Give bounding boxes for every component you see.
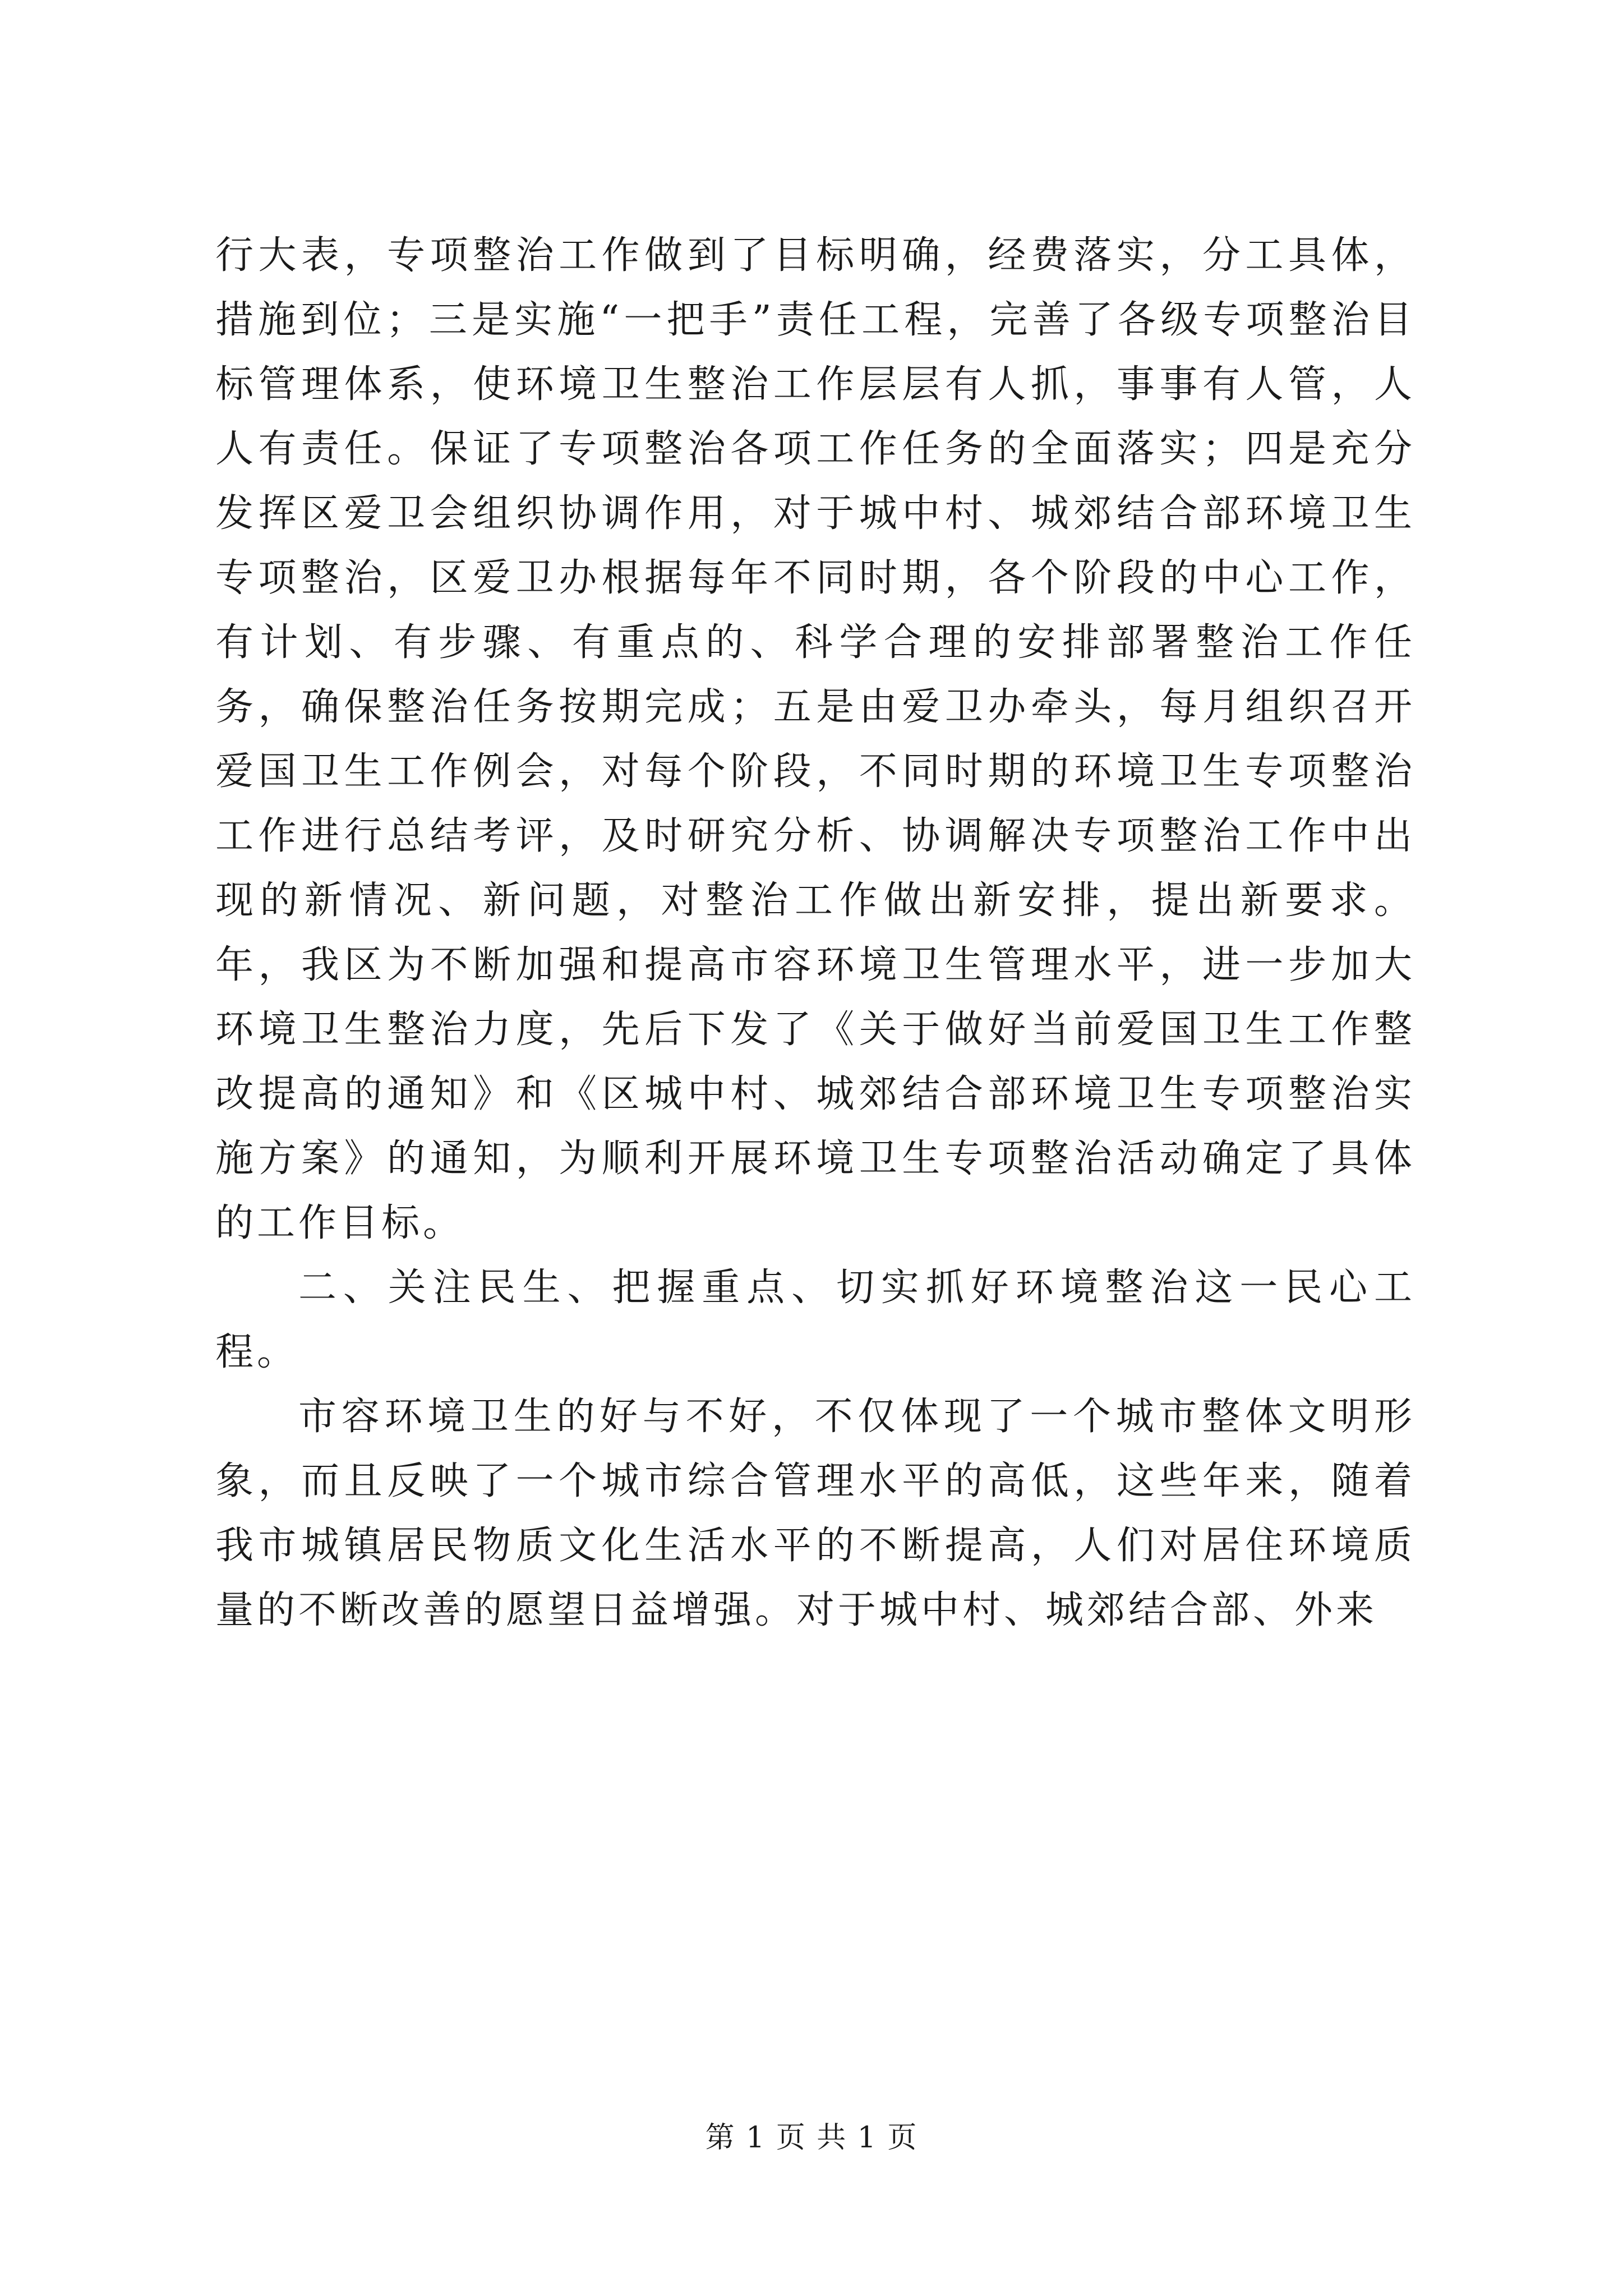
section-heading-2: 二、关注民生、把握重点、切实抓好环境整治这一民心工程。 — [215, 1266, 1415, 1374]
page-footer: 第 1 页 共 1 页 — [705, 2121, 918, 2155]
paragraph-continuation: 行大表，专项整治工作做到了目标明确，经费落实，分工具体，措施到位；三是实施“一把手”责任工程，完善了各级专项整治目标管理体系，使环境卫生整治工作层层有人抓，事事有人管，人人有责任。保证了专项整治各项工作任务的全面落实；四是充分发挥区爱卫会组织协调作用，对于城中村、城郊结合部环境卫生专项整治，区爱卫办根据每年不同时期，各个阶段的中心工作，有计划、有步骤、有重点的、科学合理的安排部署整治工作任务，确保整治任务按期完成；五是由爱卫办牵头，每月组织召开爱国卫生工作例会，对每个阶段，不同时期的环境卫生专项整治工作进行总结考评，及时研究分析、协调解决专项整治工作中出现的新情况、新问题，对整治工作做出新安排，提出新要求。年，我区为不断加强和提高市容环境卫生管理水平，进一步加大环境卫生整治力度，先后下发了《关于做好当前爱国卫生工作整改提高的通知》和《区城中村、城郊结合部环境卫生专项整治实施方案》的通知，为顺利开展环境卫生专项整治活动确定了具体的工作目标。 — [215, 233, 1415, 1245]
document-body — [215, 223, 1415, 1642]
paragraph-section-2: 市容环境卫生的好与不好，不仅体现了一个城市整体文明形象，而且反映了一个城市综合管理水平的高低，这些年来，随着我市城镇居民物质文化生活水平的不断提高，人们对居住环境质量的不断改善的愿望日益增强。对于城中村、城郊结合部、外来 — [215, 1395, 1415, 1632]
